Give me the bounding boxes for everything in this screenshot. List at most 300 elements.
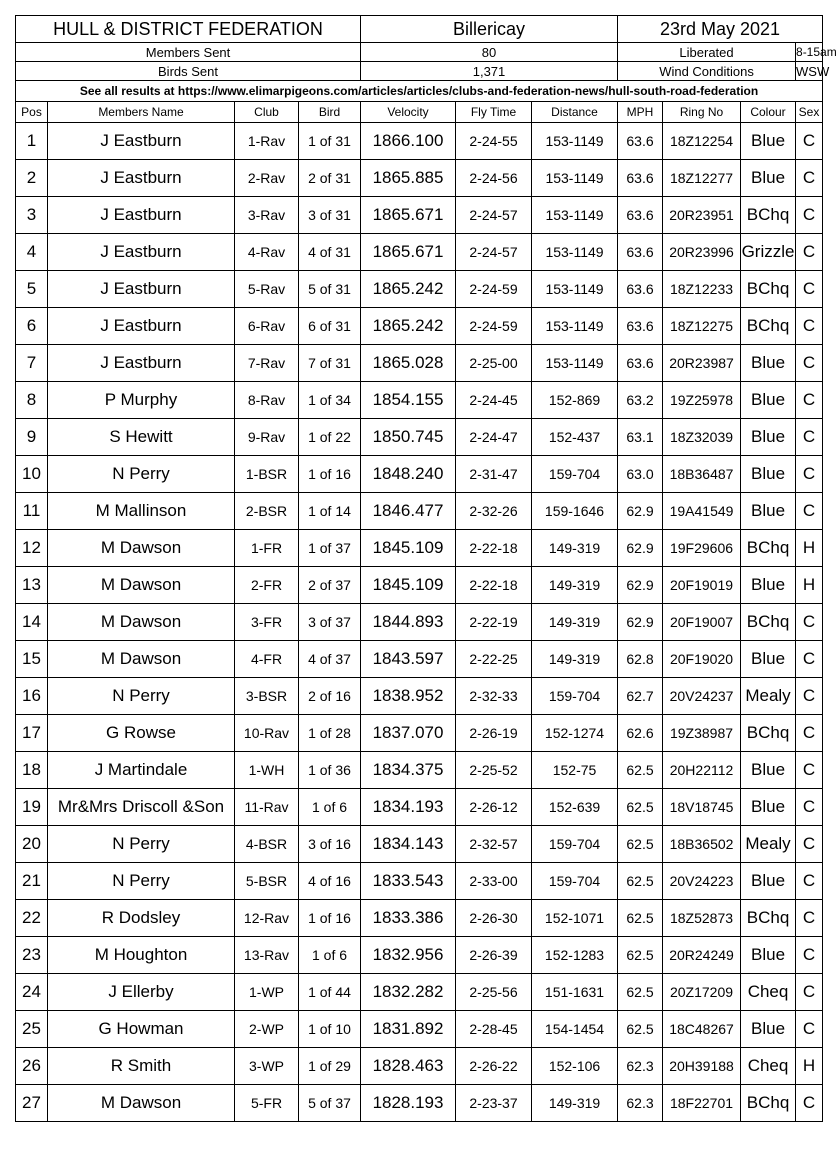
cell-ring-no: 19F29606 xyxy=(663,530,741,567)
cell-sex: C xyxy=(796,308,823,345)
table-row xyxy=(16,678,823,715)
cell-bird: 5 of 31 xyxy=(299,271,361,308)
cell-velocity: 1865.242 xyxy=(361,308,456,345)
table-row xyxy=(16,160,823,197)
cell-ring-no: 18Z12254 xyxy=(663,123,741,160)
cell-colour: Blue xyxy=(741,345,796,382)
cell-club: 3-WP xyxy=(235,1048,299,1085)
cell-members-name: M Mallinson xyxy=(48,493,235,530)
table-row xyxy=(16,1011,823,1048)
cell-members-name: M Dawson xyxy=(48,530,235,567)
cell-ring-no: 20Z17209 xyxy=(663,974,741,1011)
cell-fly-time: 2-32-26 xyxy=(456,493,532,530)
cell-bird: 5 of 37 xyxy=(299,1085,361,1122)
cell-fly-time: 2-24-57 xyxy=(456,197,532,234)
cell-pos: 10 xyxy=(16,456,48,493)
cell-pos: 21 xyxy=(16,863,48,900)
cell-members-name: Mr&Mrs Driscoll &Son xyxy=(48,789,235,826)
cell-members-name: J Eastburn xyxy=(48,160,235,197)
cell-colour: Blue xyxy=(741,641,796,678)
cell-club: 10-Rav xyxy=(235,715,299,752)
table-row xyxy=(16,271,823,308)
cell-distance: 153-1149 xyxy=(532,160,618,197)
cell-mph: 63.6 xyxy=(618,197,663,234)
cell-fly-time: 2-22-18 xyxy=(456,530,532,567)
cell-distance: 159-704 xyxy=(532,456,618,493)
cell-mph: 62.5 xyxy=(618,900,663,937)
birds-sent-value: 1,371 xyxy=(361,62,618,81)
cell-club: 3-Rav xyxy=(235,197,299,234)
cell-distance: 153-1149 xyxy=(532,345,618,382)
cell-members-name: N Perry xyxy=(48,826,235,863)
cell-ring-no: 20R23951 xyxy=(663,197,741,234)
cell-velocity: 1850.745 xyxy=(361,419,456,456)
cell-fly-time: 2-26-19 xyxy=(456,715,532,752)
cell-pos: 6 xyxy=(16,308,48,345)
table-row xyxy=(16,345,823,382)
cell-pos: 15 xyxy=(16,641,48,678)
cell-pos: 3 xyxy=(16,197,48,234)
cell-club: 2-FR xyxy=(235,567,299,604)
cell-sex: C xyxy=(796,234,823,271)
cell-velocity: 1843.597 xyxy=(361,641,456,678)
cell-velocity: 1854.155 xyxy=(361,382,456,419)
cell-mph: 63.1 xyxy=(618,419,663,456)
results-link[interactable]: See all results at https://www.elimarpigeons.com/articles/articles/clubs-and-federation-news/hull-south-road-federation xyxy=(16,81,823,102)
cell-ring-no: 18B36502 xyxy=(663,826,741,863)
cell-velocity: 1831.892 xyxy=(361,1011,456,1048)
cell-sex: C xyxy=(796,900,823,937)
cell-colour: BChq xyxy=(741,604,796,641)
cell-members-name: M Dawson xyxy=(48,567,235,604)
table-row xyxy=(16,308,823,345)
cell-velocity: 1845.109 xyxy=(361,530,456,567)
cell-colour: Blue xyxy=(741,752,796,789)
cell-club: 1-BSR xyxy=(235,456,299,493)
table-row xyxy=(16,604,823,641)
cell-colour: Mealy xyxy=(741,826,796,863)
cell-mph: 62.9 xyxy=(618,530,663,567)
cell-distance: 159-704 xyxy=(532,826,618,863)
cell-mph: 63.6 xyxy=(618,271,663,308)
cell-sex: H xyxy=(796,1048,823,1085)
cell-fly-time: 2-24-57 xyxy=(456,234,532,271)
cell-bird: 1 of 16 xyxy=(299,456,361,493)
cell-sex: C xyxy=(796,752,823,789)
federation-title: HULL & DISTRICT FEDERATION xyxy=(16,16,361,43)
cell-ring-no: 20H22112 xyxy=(663,752,741,789)
cell-fly-time: 2-28-45 xyxy=(456,1011,532,1048)
cell-pos: 2 xyxy=(16,160,48,197)
cell-club: 3-BSR xyxy=(235,678,299,715)
cell-pos: 24 xyxy=(16,974,48,1011)
cell-velocity: 1834.143 xyxy=(361,826,456,863)
table-row xyxy=(16,900,823,937)
cell-velocity: 1865.885 xyxy=(361,160,456,197)
table-row xyxy=(16,789,823,826)
cell-pos: 26 xyxy=(16,1048,48,1085)
cell-members-name: S Hewitt xyxy=(48,419,235,456)
cell-ring-no: 20R23996 xyxy=(663,234,741,271)
cell-distance: 149-319 xyxy=(532,641,618,678)
cell-club: 2-WP xyxy=(235,1011,299,1048)
cell-bird: 1 of 14 xyxy=(299,493,361,530)
cell-sex: C xyxy=(796,382,823,419)
column-header-members-name: Members Name xyxy=(48,102,235,123)
cell-members-name: M Dawson xyxy=(48,604,235,641)
cell-members-name: N Perry xyxy=(48,863,235,900)
cell-pos: 13 xyxy=(16,567,48,604)
cell-club: 6-Rav xyxy=(235,308,299,345)
cell-fly-time: 2-24-59 xyxy=(456,271,532,308)
cell-pos: 5 xyxy=(16,271,48,308)
table-row xyxy=(16,937,823,974)
table-row xyxy=(16,863,823,900)
cell-ring-no: 20F19019 xyxy=(663,567,741,604)
cell-mph: 62.5 xyxy=(618,863,663,900)
cell-bird: 1 of 16 xyxy=(299,900,361,937)
cell-velocity: 1828.193 xyxy=(361,1085,456,1122)
cell-velocity: 1833.386 xyxy=(361,900,456,937)
cell-sex: C xyxy=(796,1085,823,1122)
liberated-time: 8-15am xyxy=(796,43,823,62)
cell-velocity: 1846.477 xyxy=(361,493,456,530)
cell-distance: 152-869 xyxy=(532,382,618,419)
cell-distance: 154-1454 xyxy=(532,1011,618,1048)
cell-pos: 12 xyxy=(16,530,48,567)
wind-value: WSW xyxy=(796,63,830,79)
cell-bird: 6 of 31 xyxy=(299,308,361,345)
cell-distance: 152-75 xyxy=(532,752,618,789)
cell-velocity: 1833.543 xyxy=(361,863,456,900)
cell-members-name: N Perry xyxy=(48,456,235,493)
cell-sex: C xyxy=(796,271,823,308)
cell-pos: 18 xyxy=(16,752,48,789)
cell-ring-no: 19Z38987 xyxy=(663,715,741,752)
cell-ring-no: 18V18745 xyxy=(663,789,741,826)
cell-pos: 23 xyxy=(16,937,48,974)
table-row xyxy=(16,974,823,1011)
cell-mph: 63.2 xyxy=(618,382,663,419)
cell-velocity: 1865.242 xyxy=(361,271,456,308)
race-point: Billericay xyxy=(361,16,618,43)
cell-club: 1-FR xyxy=(235,530,299,567)
race-date: 23rd May 2021 xyxy=(618,16,823,43)
cell-ring-no: 18Z12233 xyxy=(663,271,741,308)
cell-mph: 62.3 xyxy=(618,1085,663,1122)
cell-bird: 1 of 36 xyxy=(299,752,361,789)
cell-velocity: 1845.109 xyxy=(361,567,456,604)
cell-colour: Blue xyxy=(741,493,796,530)
cell-members-name: J Martindale xyxy=(48,752,235,789)
cell-sex: C xyxy=(796,789,823,826)
cell-colour: Blue xyxy=(741,382,796,419)
cell-bird: 2 of 31 xyxy=(299,160,361,197)
cell-bird: 4 of 16 xyxy=(299,863,361,900)
cell-bird: 3 of 16 xyxy=(299,826,361,863)
cell-fly-time: 2-23-37 xyxy=(456,1085,532,1122)
cell-members-name: P Murphy xyxy=(48,382,235,419)
cell-club: 2-Rav xyxy=(235,160,299,197)
cell-bird: 1 of 28 xyxy=(299,715,361,752)
cell-mph: 63.6 xyxy=(618,123,663,160)
cell-distance: 152-437 xyxy=(532,419,618,456)
cell-bird: 3 of 31 xyxy=(299,197,361,234)
cell-pos: 14 xyxy=(16,604,48,641)
cell-pos: 22 xyxy=(16,900,48,937)
members-sent-label: Members Sent xyxy=(16,43,361,62)
cell-velocity: 1834.193 xyxy=(361,789,456,826)
cell-colour: Blue xyxy=(741,1011,796,1048)
cell-members-name: G Howman xyxy=(48,1011,235,1048)
cell-members-name: J Eastburn xyxy=(48,345,235,382)
cell-club: 12-Rav xyxy=(235,900,299,937)
cell-club: 5-Rav xyxy=(235,271,299,308)
cell-colour: Cheq xyxy=(741,974,796,1011)
cell-ring-no: 18B36487 xyxy=(663,456,741,493)
cell-fly-time: 2-22-19 xyxy=(456,604,532,641)
cell-ring-no: 20F19007 xyxy=(663,604,741,641)
table-row xyxy=(16,493,823,530)
liberated-label: Liberated xyxy=(618,43,796,62)
cell-distance: 159-704 xyxy=(532,678,618,715)
cell-fly-time: 2-26-30 xyxy=(456,900,532,937)
results-sheet xyxy=(15,15,837,1122)
cell-club: 5-BSR xyxy=(235,863,299,900)
table-row xyxy=(16,1085,823,1122)
cell-ring-no: 19A41549 xyxy=(663,493,741,530)
cell-distance: 159-1646 xyxy=(532,493,618,530)
cell-mph: 62.5 xyxy=(618,826,663,863)
results-table xyxy=(15,15,837,1122)
cell-sex: C xyxy=(796,419,823,456)
cell-members-name: J Ellerby xyxy=(48,974,235,1011)
cell-club: 5-FR xyxy=(235,1085,299,1122)
cell-members-name: J Eastburn xyxy=(48,123,235,160)
table-row xyxy=(16,1048,823,1085)
cell-members-name: J Eastburn xyxy=(48,197,235,234)
cell-ring-no: 20V24223 xyxy=(663,863,741,900)
cell-club: 8-Rav xyxy=(235,382,299,419)
cell-club: 4-FR xyxy=(235,641,299,678)
cell-mph: 62.9 xyxy=(618,493,663,530)
cell-colour: Cheq xyxy=(741,1048,796,1085)
wind-label: Wind Conditions xyxy=(618,62,796,81)
column-header-club: Club xyxy=(235,102,299,123)
cell-pos: 4 xyxy=(16,234,48,271)
cell-mph: 62.5 xyxy=(618,1011,663,1048)
table-row xyxy=(16,826,823,863)
cell-members-name: M Dawson xyxy=(48,1085,235,1122)
cell-colour: Blue xyxy=(741,123,796,160)
cell-members-name: R Dodsley xyxy=(48,900,235,937)
cell-colour: Blue xyxy=(741,160,796,197)
cell-fly-time: 2-24-47 xyxy=(456,419,532,456)
cell-distance: 153-1149 xyxy=(532,197,618,234)
cell-ring-no: 20R23987 xyxy=(663,345,741,382)
column-header-bird: Bird xyxy=(299,102,361,123)
cell-bird: 1 of 31 xyxy=(299,123,361,160)
cell-distance: 153-1149 xyxy=(532,271,618,308)
cell-fly-time: 2-24-45 xyxy=(456,382,532,419)
cell-bird: 2 of 37 xyxy=(299,567,361,604)
cell-colour: BChq xyxy=(741,308,796,345)
cell-colour: Blue xyxy=(741,456,796,493)
cell-ring-no: 20R24249 xyxy=(663,937,741,974)
cell-colour: Mealy xyxy=(741,678,796,715)
column-header-fly-time: Fly Time xyxy=(456,102,532,123)
column-header-colour: Colour xyxy=(741,102,796,123)
cell-velocity: 1844.893 xyxy=(361,604,456,641)
cell-fly-time: 2-25-56 xyxy=(456,974,532,1011)
cell-club: 1-WP xyxy=(235,974,299,1011)
cell-club: 4-Rav xyxy=(235,234,299,271)
birds-sent-label: Birds Sent xyxy=(16,62,361,81)
cell-ring-no: 18Z32039 xyxy=(663,419,741,456)
cell-colour: Blue xyxy=(741,863,796,900)
cell-velocity: 1848.240 xyxy=(361,456,456,493)
cell-colour: BChq xyxy=(741,197,796,234)
cell-colour: BChq xyxy=(741,715,796,752)
cell-colour: Grizzle xyxy=(741,234,796,271)
cell-velocity: 1866.100 xyxy=(361,123,456,160)
cell-colour: Blue xyxy=(741,567,796,604)
cell-mph: 62.5 xyxy=(618,974,663,1011)
cell-mph: 62.7 xyxy=(618,678,663,715)
cell-colour: BChq xyxy=(741,900,796,937)
cell-club: 2-BSR xyxy=(235,493,299,530)
cell-fly-time: 2-24-59 xyxy=(456,308,532,345)
table-row xyxy=(16,382,823,419)
cell-club: 13-Rav xyxy=(235,937,299,974)
cell-velocity: 1865.671 xyxy=(361,234,456,271)
cell-fly-time: 2-33-00 xyxy=(456,863,532,900)
cell-members-name: G Rowse xyxy=(48,715,235,752)
cell-fly-time: 2-26-39 xyxy=(456,937,532,974)
cell-mph: 63.0 xyxy=(618,456,663,493)
cell-sex: C xyxy=(796,863,823,900)
results-link-row xyxy=(16,81,823,102)
cell-ring-no: 18Z52873 xyxy=(663,900,741,937)
cell-bird: 1 of 10 xyxy=(299,1011,361,1048)
cell-mph: 62.8 xyxy=(618,641,663,678)
cell-sex: C xyxy=(796,604,823,641)
cell-bird: 4 of 37 xyxy=(299,641,361,678)
cell-pos: 16 xyxy=(16,678,48,715)
cell-fly-time: 2-24-56 xyxy=(456,160,532,197)
cell-sex: C xyxy=(796,493,823,530)
cell-pos: 8 xyxy=(16,382,48,419)
cell-sex: C xyxy=(796,641,823,678)
cell-distance: 152-1283 xyxy=(532,937,618,974)
column-header-velocity: Velocity xyxy=(361,102,456,123)
cell-ring-no: 20H39188 xyxy=(663,1048,741,1085)
cell-pos: 7 xyxy=(16,345,48,382)
cell-pos: 27 xyxy=(16,1085,48,1122)
cell-velocity: 1865.028 xyxy=(361,345,456,382)
cell-bird: 2 of 16 xyxy=(299,678,361,715)
cell-colour: Blue xyxy=(741,789,796,826)
cell-distance: 151-1631 xyxy=(532,974,618,1011)
cell-pos: 19 xyxy=(16,789,48,826)
cell-ring-no: 18C48267 xyxy=(663,1011,741,1048)
cell-distance: 153-1149 xyxy=(532,123,618,160)
cell-bird: 1 of 34 xyxy=(299,382,361,419)
cell-sex: C xyxy=(796,456,823,493)
cell-bird: 1 of 29 xyxy=(299,1048,361,1085)
cell-velocity: 1834.375 xyxy=(361,752,456,789)
cell-club: 9-Rav xyxy=(235,419,299,456)
cell-fly-time: 2-31-47 xyxy=(456,456,532,493)
cell-fly-time: 2-22-25 xyxy=(456,641,532,678)
cell-colour: Blue xyxy=(741,419,796,456)
column-header-pos: Pos xyxy=(16,102,48,123)
cell-ring-no: 20F19020 xyxy=(663,641,741,678)
cell-fly-time: 2-24-55 xyxy=(456,123,532,160)
cell-mph: 63.6 xyxy=(618,234,663,271)
cell-sex: C xyxy=(796,826,823,863)
cell-fly-time: 2-26-22 xyxy=(456,1048,532,1085)
cell-ring-no: 19Z25978 xyxy=(663,382,741,419)
cell-club: 7-Rav xyxy=(235,345,299,382)
members-sent-value: 80 xyxy=(361,43,618,62)
cell-mph: 62.3 xyxy=(618,1048,663,1085)
cell-bird: 1 of 22 xyxy=(299,419,361,456)
column-header-row xyxy=(16,102,823,123)
cell-sex: C xyxy=(796,678,823,715)
cell-club: 3-FR xyxy=(235,604,299,641)
cell-pos: 9 xyxy=(16,419,48,456)
cell-distance: 153-1149 xyxy=(532,308,618,345)
cell-pos: 25 xyxy=(16,1011,48,1048)
cell-distance: 153-1149 xyxy=(532,234,618,271)
cell-bird: 3 of 37 xyxy=(299,604,361,641)
cell-distance: 149-319 xyxy=(532,604,618,641)
cell-distance: 152-106 xyxy=(532,1048,618,1085)
column-header-sex: Sex xyxy=(796,102,823,123)
column-header-distance: Distance xyxy=(532,102,618,123)
cell-club: 4-BSR xyxy=(235,826,299,863)
cell-pos: 1 xyxy=(16,123,48,160)
cell-distance: 152-1274 xyxy=(532,715,618,752)
cell-bird: 1 of 6 xyxy=(299,937,361,974)
table-row xyxy=(16,530,823,567)
cell-sex: C xyxy=(796,1011,823,1048)
cell-mph: 62.9 xyxy=(618,604,663,641)
cell-bird: 1 of 6 xyxy=(299,789,361,826)
cell-members-name: J Eastburn xyxy=(48,234,235,271)
cell-velocity: 1838.952 xyxy=(361,678,456,715)
cell-mph: 62.5 xyxy=(618,937,663,974)
table-row xyxy=(16,123,823,160)
cell-mph: 63.6 xyxy=(618,308,663,345)
cell-sex: C xyxy=(796,345,823,382)
cell-colour: BChq xyxy=(741,530,796,567)
cell-distance: 152-1071 xyxy=(532,900,618,937)
cell-ring-no: 18Z12277 xyxy=(663,160,741,197)
birds-row xyxy=(16,62,823,81)
cell-sex: C xyxy=(796,974,823,1011)
cell-ring-no: 18Z12275 xyxy=(663,308,741,345)
cell-distance: 149-319 xyxy=(532,567,618,604)
cell-pos: 11 xyxy=(16,493,48,530)
column-header-mph: MPH xyxy=(618,102,663,123)
cell-fly-time: 2-25-52 xyxy=(456,752,532,789)
cell-sex: C xyxy=(796,123,823,160)
table-row xyxy=(16,234,823,271)
cell-members-name: N Perry xyxy=(48,678,235,715)
cell-bird: 1 of 37 xyxy=(299,530,361,567)
